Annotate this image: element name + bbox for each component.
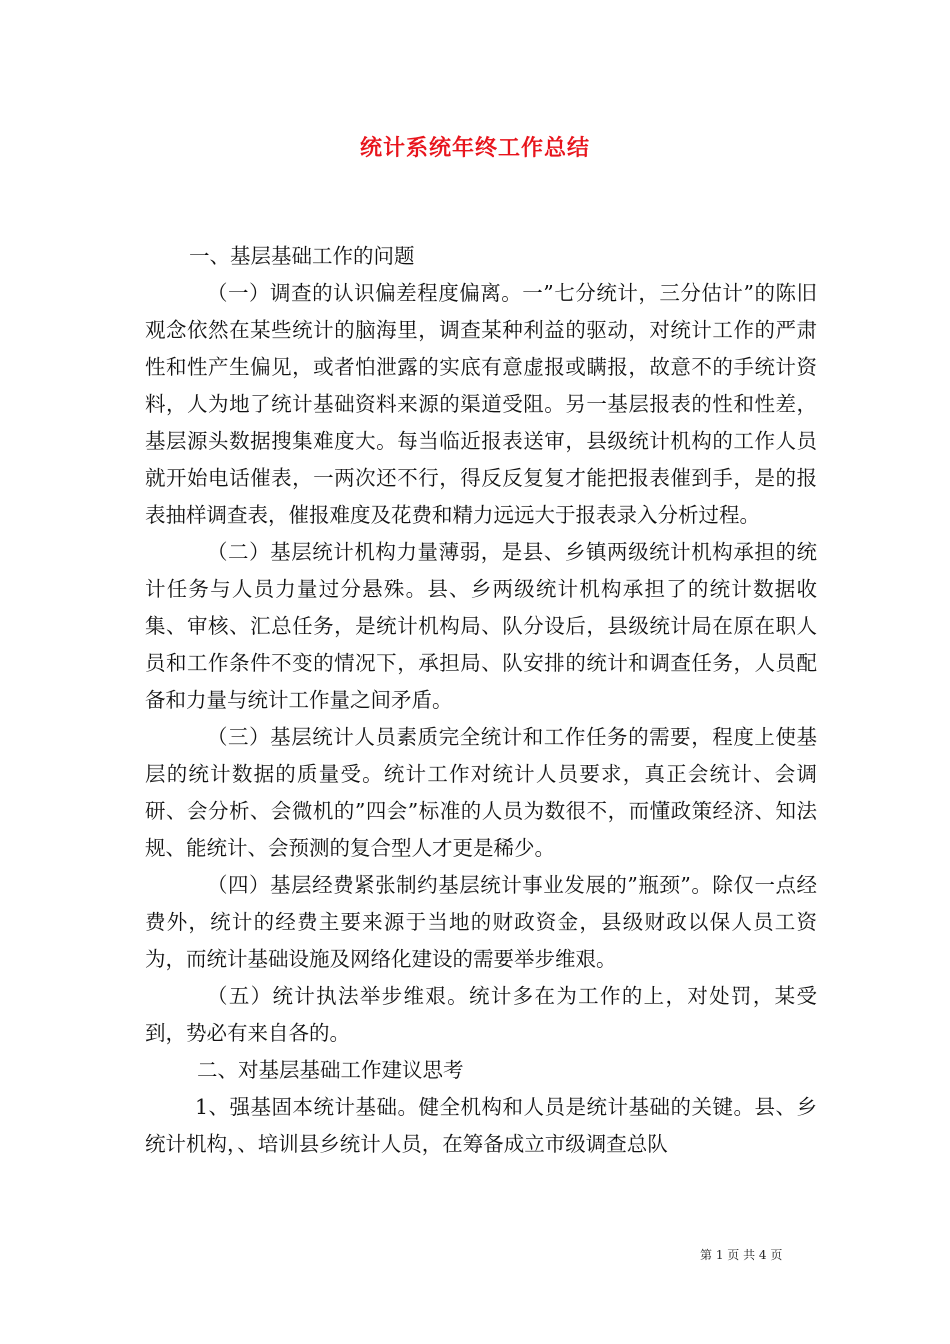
paragraph-item-1: （一）调查的认识偏差程度偏离。一”七分统计，三分估计”的陈旧观念依然在某些统计的脑海里，调查某种利益的驱动，对统计工作的严肃性和性产生偏见，或者怕泄露的实底有意虚报或瞒报，故意不的手统计资料，人为地了统计基础资料来源的渠道受阻。另一基层报表的性和性差，基层源头数据搜集难度大。每当临近报表送审，县级统计机构的工作人员就开始电话催表，一两次还不行，得反反复复才能把报表催到手，是的报表抽样调查表，催报难度及花费和精力远远大于报表录入分析过程。	[145, 281, 817, 527]
paragraph-item-3: （三）基层统计人员素质完全统计和工作任务的需要，程度上使基层的统计数据的质量受。统计工作对统计人员要求，真正会统计、会调研、会分析、会微机的”四会”标准的人员为数很不，而懂政策经济、知法规、能统计、会预测的复合型人才更是稀少。	[145, 725, 817, 860]
section-heading-2: 二、对基层基础工作建议思考	[197, 1058, 464, 1082]
document-body	[145, 238, 817, 1163]
paragraph-suggestion-1: 1、强基固本统计基础。健全机构和人员是统计基础的关键。县、乡统计机构，、培训县乡统计人员，在筹备成立市级调查总队	[145, 1095, 817, 1156]
paragraph-item-5: （五）统计执法举步维艰。统计多在为工作的上，对处罚，某受到，势必有来自各的。	[145, 984, 817, 1045]
document-title: 统计系统年终工作总结	[359, 135, 590, 161]
page-number: 第 1 页 共 4 页	[700, 1248, 783, 1262]
paragraph-item-2: （二）基层统计机构力量薄弱，是县、乡镇两级统计机构承担的统计任务与人员力量过分悬殊。县、乡两级统计机构承担了的统计数据收集、审核、汇总任务，是统计机构局、队分设后，县级统计局在原在职人员和工作条件不变的情况下，承担局、队安排的统计和调查任务，人员配备和力量与统计工作量之间矛盾。	[145, 540, 817, 712]
section-heading-1: 一、基层基础工作的问题	[189, 244, 415, 268]
paragraph-item-4: （四）基层经费紧张制约基层统计事业发展的”瓶颈”。除仅一点经费外，统计的经费主要来源于当地的财政资金，县级财政以保人员工资为，而统计基础设施及网络化建设的需要举步维艰。	[145, 873, 817, 971]
